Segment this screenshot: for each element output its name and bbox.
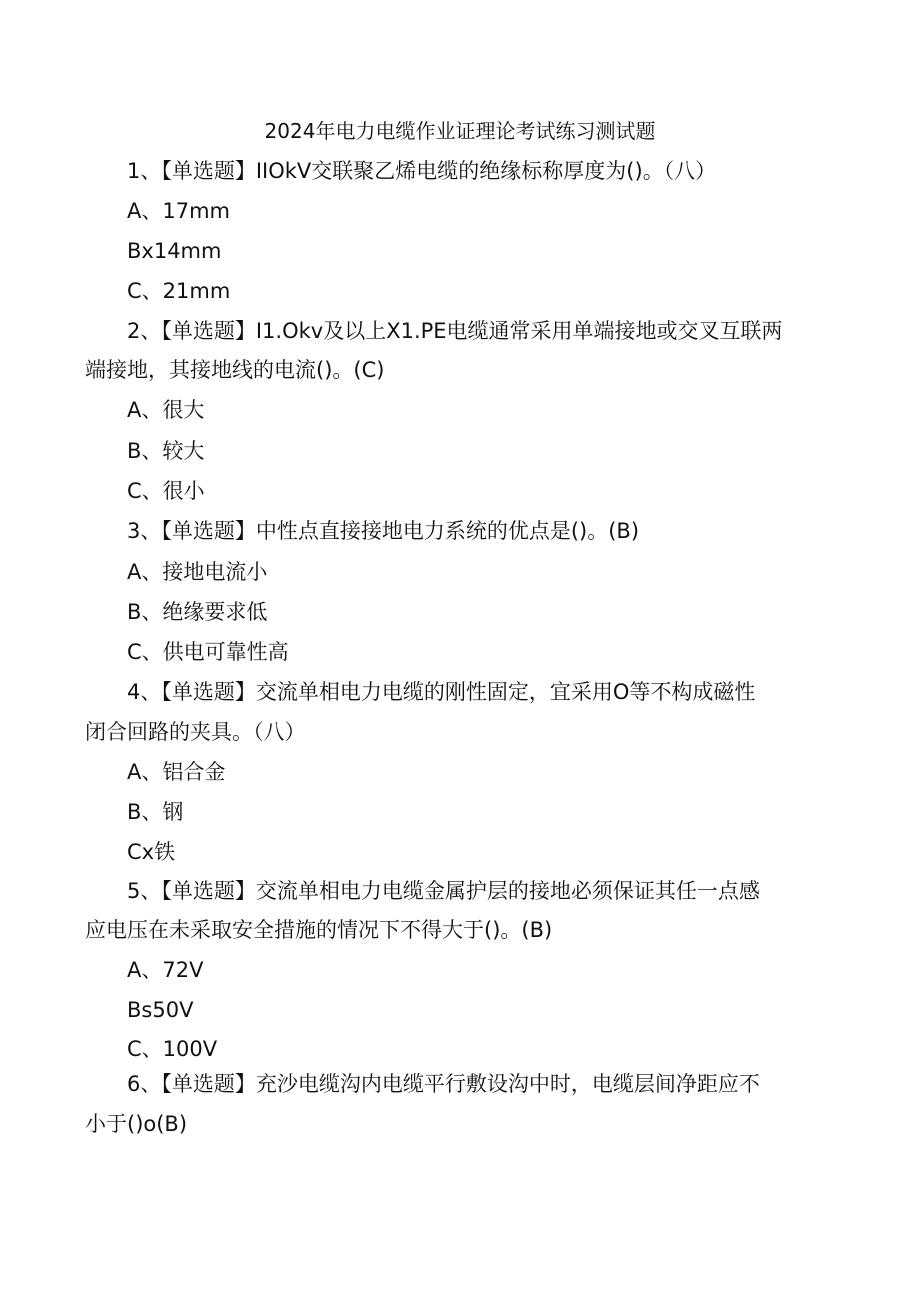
question-4-option-a: A、铝合金 (127, 760, 226, 784)
question-3-option-a: A、接地电流小 (127, 560, 268, 584)
question-3-option-c: C、供电可靠性高 (127, 640, 289, 664)
question-1-option-c: C、21mm (127, 279, 231, 303)
question-2-text: 2、【单选题】I1.Okv及以上X1.PE电缆通常采用单端接地或交叉互联两 (127, 319, 783, 343)
question-1-option-a: A、17mm (127, 199, 231, 223)
question-2-option-c: C、很小 (127, 479, 205, 503)
question-2-text-continued: 端接地，其接地线的电流()。(C) (85, 358, 385, 382)
question-4-text: 4、【单选题】交流单相电力电缆的刚性固定，宜采用O等不构成磁性 (127, 680, 756, 704)
question-1-option-b: Bx14mm (127, 239, 222, 263)
question-4-option-c: Cx铁 (127, 840, 176, 864)
question-2-option-a: A、很大 (127, 398, 205, 422)
question-6-text-continued: 小于()o(B) (85, 1112, 188, 1136)
question-5-option-b: Bs50V (127, 998, 194, 1022)
question-4-text-continued: 闭合回路的夹具。（八） (85, 720, 306, 744)
question-5-option-a: A、72V (127, 958, 204, 982)
question-4-option-b: B、钢 (127, 800, 184, 824)
question-5-option-c: C、100V (127, 1037, 218, 1061)
question-3-option-b: B、绝缘要求低 (127, 600, 268, 624)
document-title: 2024年电力电缆作业证理论考试练习测试题 (264, 119, 656, 143)
question-5-text-continued: 应电压在未采取安全措施的情况下不得大于()。(B) (85, 918, 553, 942)
question-5-text: 5、【单选题】交流单相电力电缆金属护层的接地必须保证其任一点感 (127, 879, 760, 903)
question-3-text: 3、【单选题】中性点直接接地电力系统的优点是()。(B) (127, 519, 640, 543)
question-6-text: 6、【单选题】充沙电缆沟内电缆平行敷设沟中时，电缆层间净距应不 (127, 1072, 760, 1096)
question-2-option-b: B、较大 (127, 439, 205, 463)
question-1-text: 1、【单选题】IIOkV交联聚乙烯电缆的绝缘标称厚度为()。（八） (127, 159, 717, 183)
